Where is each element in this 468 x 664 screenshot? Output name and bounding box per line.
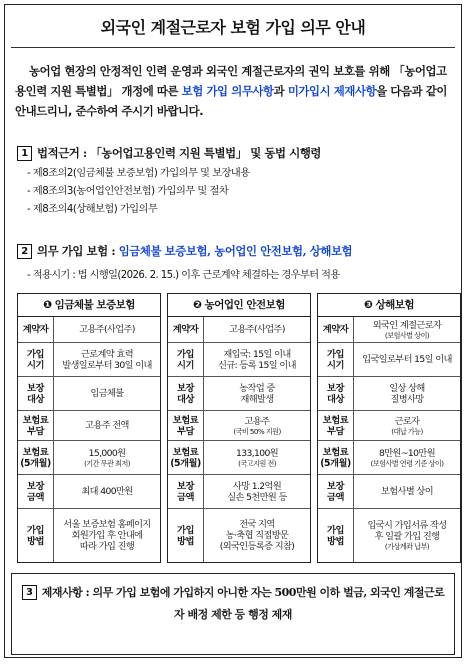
section-number-box: 2	[17, 244, 32, 259]
intro-highlight-obligation: 보험 가입 의무사항	[181, 84, 274, 98]
wage-guarantee-insurance-column	[17, 293, 161, 563]
row-label: 보험료 부담	[318, 411, 354, 440]
penalty-text: 제재사항 : 의무 가입 보험에 가입하지 아니한 자는 500만원 이하 벌금, 외국인 계절근로자 배정 제한 등 행정 제재	[41, 586, 445, 621]
row-value-cell	[204, 317, 310, 342]
section-mandatory-prefix: 의무 가입 보험 :	[37, 244, 119, 258]
row-value-cell	[54, 317, 160, 342]
legal-basis-list	[27, 165, 250, 219]
row-value-cell	[354, 441, 460, 474]
table-row	[168, 317, 310, 343]
table-row	[18, 343, 160, 377]
section-legal-basis-heading	[17, 145, 321, 161]
column-header: ❶ 임금체불 보증보험	[18, 294, 160, 317]
row-value-cell	[204, 411, 310, 440]
table-row	[18, 441, 160, 475]
row-value-cell	[354, 377, 460, 410]
section-number-box: 1	[17, 146, 32, 161]
row-value: 전국 지역 농·축협 직접방문 (외국인등록증 지참)	[219, 519, 295, 552]
row-value: 입국시 가입서류 작성 후 일괄 가입 진행	[367, 520, 447, 542]
row-value-cell	[54, 509, 160, 562]
row-value-cell	[204, 475, 310, 508]
row-value: 농작업 중 재해발생	[239, 382, 275, 405]
row-value-cell	[54, 441, 160, 474]
column-header: ❷ 농어업인 안전보험	[168, 294, 310, 317]
row-label: 가입 방법	[18, 509, 54, 562]
row-value-cell	[354, 411, 460, 440]
row-label: 보장 대상	[168, 377, 204, 410]
intro-text-3: 을 다음과 같이 안내드리니, 준수하여 주시기 바랍니다.	[15, 84, 447, 118]
row-value-note: (기간 무관 최저)	[84, 458, 130, 468]
row-value-cell	[354, 509, 460, 562]
row-label: 보장 금액	[168, 475, 204, 508]
row-value-cell	[354, 343, 460, 376]
penalty-text-wrapper	[20, 582, 446, 626]
section-mandatory-highlight: 임금체불 보증보험, 농어업인 안전보험, 상해보험	[118, 244, 353, 258]
row-value: 133,100원	[235, 447, 279, 459]
row-value-cell	[54, 343, 160, 376]
row-value: 입국일로부터 15일 이내	[362, 354, 452, 365]
row-value-cell	[204, 441, 310, 474]
section-mandatory-insurance-heading	[17, 243, 352, 259]
row-value: 15,000원	[88, 447, 126, 459]
list-item: - 제8조의2(임금체불 보증보험) 가입의무 및 보장내용	[27, 168, 250, 179]
row-label: 보험료 (5개월)	[18, 441, 54, 474]
table-row	[168, 411, 310, 441]
section-legal-basis-text: 법적근거 : 「농어업고용인력 지원 특별법」 및 동법 시행령	[37, 146, 322, 160]
row-value: 서울 보증보험 홈페이지 회원가입 후 안내에 따라 가입 진행	[63, 519, 151, 552]
table-row	[318, 343, 460, 377]
row-value: 임금체불	[90, 388, 124, 399]
row-value: 고용주	[244, 415, 270, 427]
row-label: 가입 시기	[168, 343, 204, 376]
table-row	[18, 509, 160, 562]
row-value: 고용주 전액	[85, 420, 129, 431]
row-label: 가입 방법	[168, 509, 204, 562]
intro-text-1: 농어업 현장의 안정적인 인력 운영과 외국인 계절근로자의 권익 보호를 위해 「농어업고용인력 지원 특별법」 개정에 따른	[15, 64, 447, 98]
section-number-box: 3	[22, 585, 37, 600]
row-label: 보험료 (5개월)	[318, 441, 354, 474]
row-value-cell	[54, 411, 160, 440]
row-value-cell	[354, 317, 460, 342]
table-row	[168, 441, 310, 475]
row-value: 사망 1.2억원 실손 5천만원 등	[227, 480, 287, 503]
row-label: 보장 금액	[18, 475, 54, 508]
table-row	[18, 411, 160, 441]
row-value-note: (국비 50% 지원)	[233, 426, 281, 436]
farmer-safety-insurance-column	[167, 293, 311, 563]
title-divider	[11, 47, 455, 48]
page-title: 외국인 계절근로자 보험 가입 의무 안내	[100, 18, 366, 37]
table-row	[168, 509, 310, 562]
table-row	[318, 411, 460, 441]
table-row	[318, 509, 460, 562]
row-value: 고용주(사업주)	[229, 324, 285, 335]
row-value-note: (가상계좌 납부)	[384, 542, 430, 551]
intro-paragraph	[15, 61, 453, 121]
row-label: 보험료 (5개월)	[168, 441, 204, 474]
row-label: 보장 대상	[318, 377, 354, 410]
row-label: 가입 시기	[18, 343, 54, 376]
row-value-cell	[204, 509, 310, 562]
row-value: 8만원~10만원	[379, 447, 435, 459]
row-value: 근로자	[394, 415, 420, 427]
column-header: ❸ 상해보험	[318, 294, 460, 317]
intro-text-2: 과	[273, 84, 288, 98]
row-value-note: (보험사별 연령 기준 상이)	[370, 458, 444, 468]
row-value-cell	[54, 475, 160, 508]
application-date-note: - 적용시기 : 법 시행일(2026. 2. 15.) 이후 근로계약 체결하는 경우부터 적용	[27, 270, 340, 281]
table-row	[168, 343, 310, 377]
table-row	[318, 441, 460, 475]
injury-insurance-column	[317, 293, 461, 563]
row-value: 최대 400만원	[81, 486, 133, 497]
row-label: 보장 대상	[18, 377, 54, 410]
row-label: 보험료 부담	[168, 411, 204, 440]
row-label: 가입 시기	[318, 343, 354, 376]
row-value: 재입국: 15일 이내 신규: 등록 15일 이내	[218, 348, 296, 371]
table-row	[168, 377, 310, 411]
table-row	[18, 475, 160, 509]
table-row	[318, 377, 460, 411]
row-label: 보장 금액	[318, 475, 354, 508]
intro-highlight-penalty: 미가입시 제재사항	[287, 84, 377, 98]
row-label: 계약자	[168, 317, 204, 342]
row-label: 가입 방법	[318, 509, 354, 562]
table-row	[318, 317, 460, 343]
list-item: - 제8조의4(상해보험) 가입의무	[27, 204, 158, 215]
table-row	[318, 475, 460, 509]
row-value-cell	[354, 475, 460, 508]
notice-page	[4, 4, 462, 658]
penalty-box	[11, 573, 455, 655]
row-value: 고용주(사업주)	[79, 324, 135, 335]
table-row	[168, 475, 310, 509]
row-value-cell	[204, 343, 310, 376]
row-label: 계약자	[318, 317, 354, 342]
row-value-note: (대납 가능)	[391, 426, 423, 436]
table-row	[18, 377, 160, 411]
row-value-cell	[54, 377, 160, 410]
row-label: 계약자	[18, 317, 54, 342]
row-value-cell	[204, 377, 310, 410]
row-value: 근로계약 효력 발생일로부터 30일 이내	[62, 348, 152, 371]
table-row	[18, 317, 160, 343]
row-value-note: (국고지원 전)	[238, 458, 276, 468]
row-value-note: (보험사별 상이)	[384, 330, 430, 340]
row-value: 보험사별 상이	[381, 486, 433, 497]
row-value: 외국인 계절근로자	[372, 319, 442, 331]
list-item: - 제8조의3(농어업인안전보험) 가입의무 및 절차	[27, 186, 229, 197]
row-value: 일상 상해 질병사망	[389, 382, 425, 405]
row-label: 보험료 부담	[18, 411, 54, 440]
